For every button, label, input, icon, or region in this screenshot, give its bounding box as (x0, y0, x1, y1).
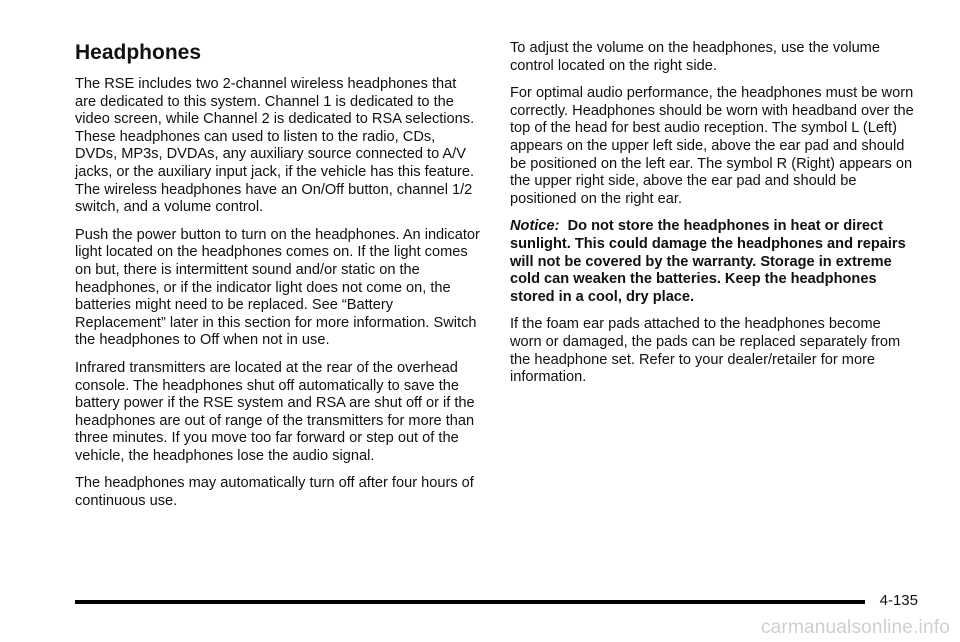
paragraph-volume: To adjust the volume on the headphones, use the volume control located on the right side. (510, 40, 880, 74)
notice-block (510, 218, 915, 306)
notice-text: Do not store the headphones in heat or direct sunlight. This could damage the headphones and repairs will not be covered by the warranty. Storage in extreme cold can weaken the batteries. Keep the headphones stored in a cool, dry place. (510, 218, 906, 305)
paragraph-intro: The RSE includes two 2-channel wireless headphones that are dedicated to this system. Channel 1 is dedicated to the video screen, while Channel 2 is dedicated to RSA selections. These headphones can used to listen to the radio, CDs, DVDs, MP3s, DVDAs, any auxiliary source connected to A/V jacks, or the auxiliary input jack, if the vehicle has this feature. The wireless headphones have an On/Off button, channel 1/2 switch, and a volume control. (75, 76, 475, 216)
paragraph-ear-pads: If the foam ear pads attached to the headphones become worn or damaged, the pads can be replaced separately from the headphone set. Refer to your dealer/retailer for more information. (510, 316, 901, 386)
left-column (75, 40, 480, 521)
notice-label: Notice: (510, 218, 560, 235)
page-number: 4-135 (879, 592, 918, 609)
right-column (510, 40, 915, 397)
paragraph-wearing: For optimal audio performance, the headphones must be worn correctly. Headphones should be worn with headband over the top of the head for best audio reception. The symbol L (Left) appears on the upper left side, above the ear pad and should be positioned on the left ear. The symbol R (Right) appears on the upper right side, above the ear pad and should be positioned on the right ear. (510, 85, 914, 207)
footer-rule (75, 600, 865, 604)
paragraph-auto-off: The headphones may automatically turn off after four hours of continuous use. (75, 475, 474, 510)
watermark: carmanualsonline.info (760, 617, 950, 638)
section-heading: Headphones (75, 41, 202, 64)
paragraph-power: Push the power button to turn on the headphones. An indicator light located on the headphones comes on. If the light comes on but, there is intermittent sound and/or static on the headphones, or if the indicator light does not come on, the batteries might need to be replaced. See “Battery Replacement” later in this section for more information. Switch the headphones to Off when not in use. (75, 226, 480, 349)
paragraph-infrared: Infrared transmitters are located at the rear of the overhead console. The headphones shut off automatically to save the battery power if the RSE system and RSA are shut off or if the headphones are out of range of the transmitters for more than three minutes. If you move too far forward or step out of the vehicle, the headphones lose the audio signal. (75, 359, 475, 464)
